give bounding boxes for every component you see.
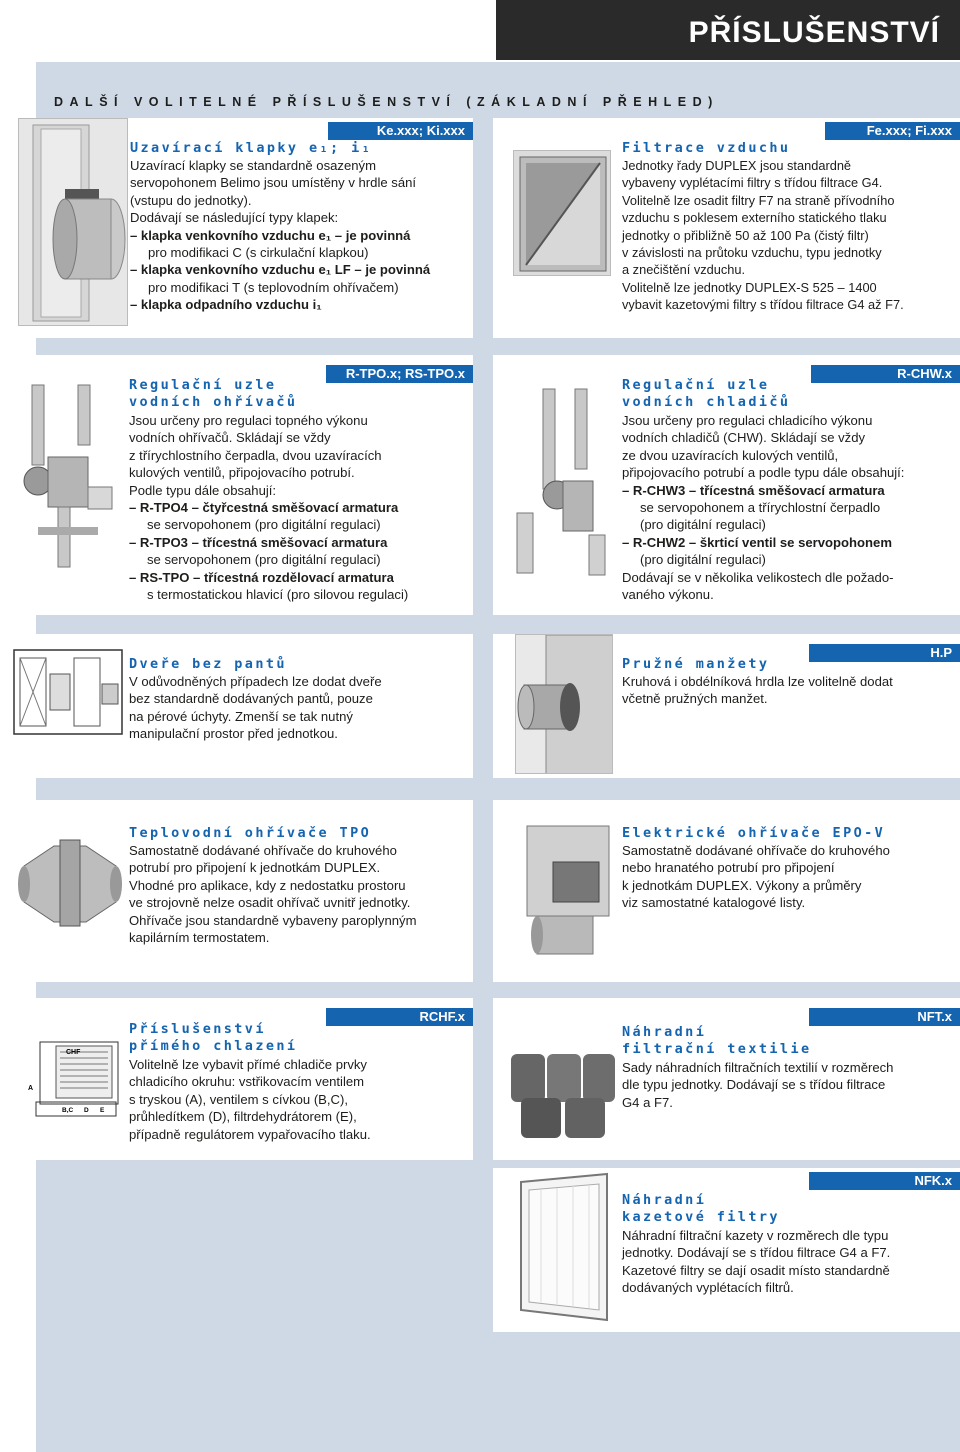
water-heater-image (14, 826, 126, 938)
text-filter-textile: Sady náhradních filtračních textilií v rozměrech dle typu jednotky. Dodávají se s třídou filtrace G4 a F7. (622, 1060, 894, 1110)
text-air-filtration: Jednotky řady DUPLEX jsou standardně vybaveny vyplétacími filtry s třídou filtrace G4. Volitelně lze osadit filtry F7 na straně přívodního vzduchu s poklesem externího statického tlaku jednotky o přibližně 50 až 100 Pa (čistý filtr) v závislosti na průtoku vzduchu, typu jednotky a znečištění vzduchu. Volitelně lze jednotky DUPLEX-S 525 – 1400 vybavit kazetovými filtry s třídou filtrace G4 až F7. (622, 158, 904, 313)
collar-image (515, 634, 613, 774)
filter-textile-image (507, 1024, 619, 1142)
tag-cooler-control: R-CHW.x (811, 365, 960, 383)
text-cooler-control: Jsou určeny pro regulaci chladicího výkonu vodních chladičů (CHW). Skládají se vždy ze dvou uzavíracích kulových ventilů, připojovacího potrubí a podle typu dále obsahují: – R-CHW3 – třícestná směšovací armatura se servopohonem a třírychlostní čerpadlo (pro digitální regulaci) – R-CHW2 – škrticí ventil se servopohonem (pro digitální regulaci) Dodávají se v několika velikostech dle požado- vaného výkonu. (622, 413, 905, 603)
cooler-control-image (513, 385, 609, 585)
card-direct-cooling (8, 998, 473, 1160)
tag-closing-dampers: Ke.xxx; Ki.xxx (328, 122, 473, 140)
heading-filter-textile: Náhradní filtrační textilie (622, 1024, 812, 1057)
heading-heater-control: Regulační uzle vodních ohřívačů (129, 377, 298, 410)
label-d: D (84, 1107, 89, 1114)
card-filter-textile (493, 998, 960, 1160)
card-flexible-collars (493, 634, 960, 778)
heading-air-filtration: Filtrace vzduchu (622, 140, 791, 156)
card-water-heaters (8, 800, 473, 982)
tag-flexible-collars: H.P (809, 644, 960, 662)
card-cooler-control (493, 355, 960, 615)
text-hingeless-doors: V odůvodněných případech lze dodat dveře bez standardně dodávaných pantů, pouze na pérové úchyty. Zmenší se tak nutný manipulační prostor před jednotkou. (129, 674, 382, 742)
label-e: E (100, 1107, 105, 1114)
text-closing-dampers: Uzavírací klapky se standardně osazeným servopohonem Belimo jsou umístěny v hrdle sání (vstupu do jednotky). Dodávají se následující typy klapek: – klapka venkovního vzduchu e₁ – je povinná pro modifikaci C (s cirkulační klapkou) – klapka venkovního vzduchu e₁ LF – je povinná pro modifikaci T (s teplovodním ohřívačem) – klapka odpadního vzduchu i₁ (130, 158, 431, 313)
text-water-heaters: Samostatně dodávané ohřívače do kruhového potrubí pro připojení k jednotkám DUPLEX. Vhodné pro aplikace, kdy z nedostatku prostoru ve strojovně nelze osadit ohřívač uvnitř jednotky. Ohřívače jsou standardně vybaveny paroplynným kapilárním termostatem. (129, 843, 417, 946)
tag-direct-cooling: RCHF.x (326, 1008, 473, 1026)
card-heater-control (8, 355, 473, 615)
tag-heater-control: R-TPO.x; RS-TPO.x (326, 365, 473, 383)
heading-direct-cooling: Příslušenství přímého chlazení (129, 1021, 298, 1054)
heading-water-heaters: Teplovodní ohřívače TPO (129, 825, 372, 841)
damper-image (18, 118, 128, 326)
text-electric-heaters: Samostatně dodávané ohřívače do kruhového nebo hranatého potrubí pro připojení k jednotkám DUPLEX. Výkony a průměry viz samostatné katalogové listy. (622, 843, 890, 911)
card-hingeless-doors (8, 634, 473, 778)
tag-cassette-filters: NFK.x (809, 1172, 960, 1190)
text-direct-cooling: Volitelně lze vybavit přímé chladiče prvky chladicího okruhu: vstřikovacím ventilem s tryskou (A), ventilem s cívkou (B,C), průhledítkem (D), filtrdehydrátorem (E), případně regulátorem vypařovacího tlaku. (129, 1057, 371, 1142)
tag-air-filtration: Fe.xxx; Fi.xxx (825, 122, 960, 140)
cassette-filter-image (509, 1170, 619, 1328)
tag-filter-textile: NFT.x (809, 1008, 960, 1026)
unit-diagram-image (12, 644, 124, 740)
heading-closing-dampers: Uzavírací klapky e₁; i₁ (130, 140, 373, 156)
cooling-circuit-diagram (22, 1040, 120, 1122)
card-air-filtration (493, 118, 960, 338)
heading-cooler-control: Regulační uzle vodních chladičů (622, 377, 791, 410)
card-electric-heaters (493, 800, 960, 982)
text-cassette-filters: Náhradní filtrační kazety v rozměrech dle typu jednotky. Dodávají se s třídou filtrace G4 a F7. Kazetové filtry se dají osadit místo standardně dodávaných vyplétacích filtrů. (622, 1228, 891, 1296)
filter-image (513, 150, 611, 276)
heading-flexible-collars: Pružné manžety (622, 656, 770, 672)
text-flexible-collars: Kruhová i obdélníková hrdla lze volitelně dodat včetně pružných manžet. (622, 674, 893, 707)
heading-hingeless-doors: Dveře bez pantů (129, 656, 287, 672)
heater-control-image (18, 377, 122, 573)
electric-heater-image (513, 822, 617, 964)
page-title: PŘÍSLUŠENSTVÍ (688, 16, 940, 49)
heading-cassette-filters: Náhradní kazetové filtry (622, 1192, 780, 1225)
label-bc: B,C (62, 1107, 74, 1114)
label-chf: CHF (66, 1049, 81, 1056)
label-a: A (28, 1085, 34, 1092)
heading-electric-heaters: Elektrické ohřívače EPO-V (622, 825, 886, 841)
text-heater-control: Jsou určeny pro regulaci topného výkonu vodních ohřívačů. Skládají se vždy z třírychlostního čerpadla, dvou uzavíracích kulových ventilů, připojovacího potrubí. Podle typu dále obsahují: – R-TPO4 – čtyřcestná směšovací armatura se servopohonem (pro digitální regulaci) – R-TPO3 – třícestná směšovací armatura se servopohonem (pro digitální regulaci) – RS-TPO – třícestná rozdělovací armatura s termostatickou hlavicí (pro silovou regulaci) (129, 413, 409, 603)
card-cassette-filters (493, 1168, 960, 1332)
card-closing-dampers (8, 118, 473, 338)
section-title: DALŠÍ VOLITELNÉ PŘÍSLUŠENSTVÍ (ZÁKLADNÍ PŘEHLED) (54, 95, 719, 109)
